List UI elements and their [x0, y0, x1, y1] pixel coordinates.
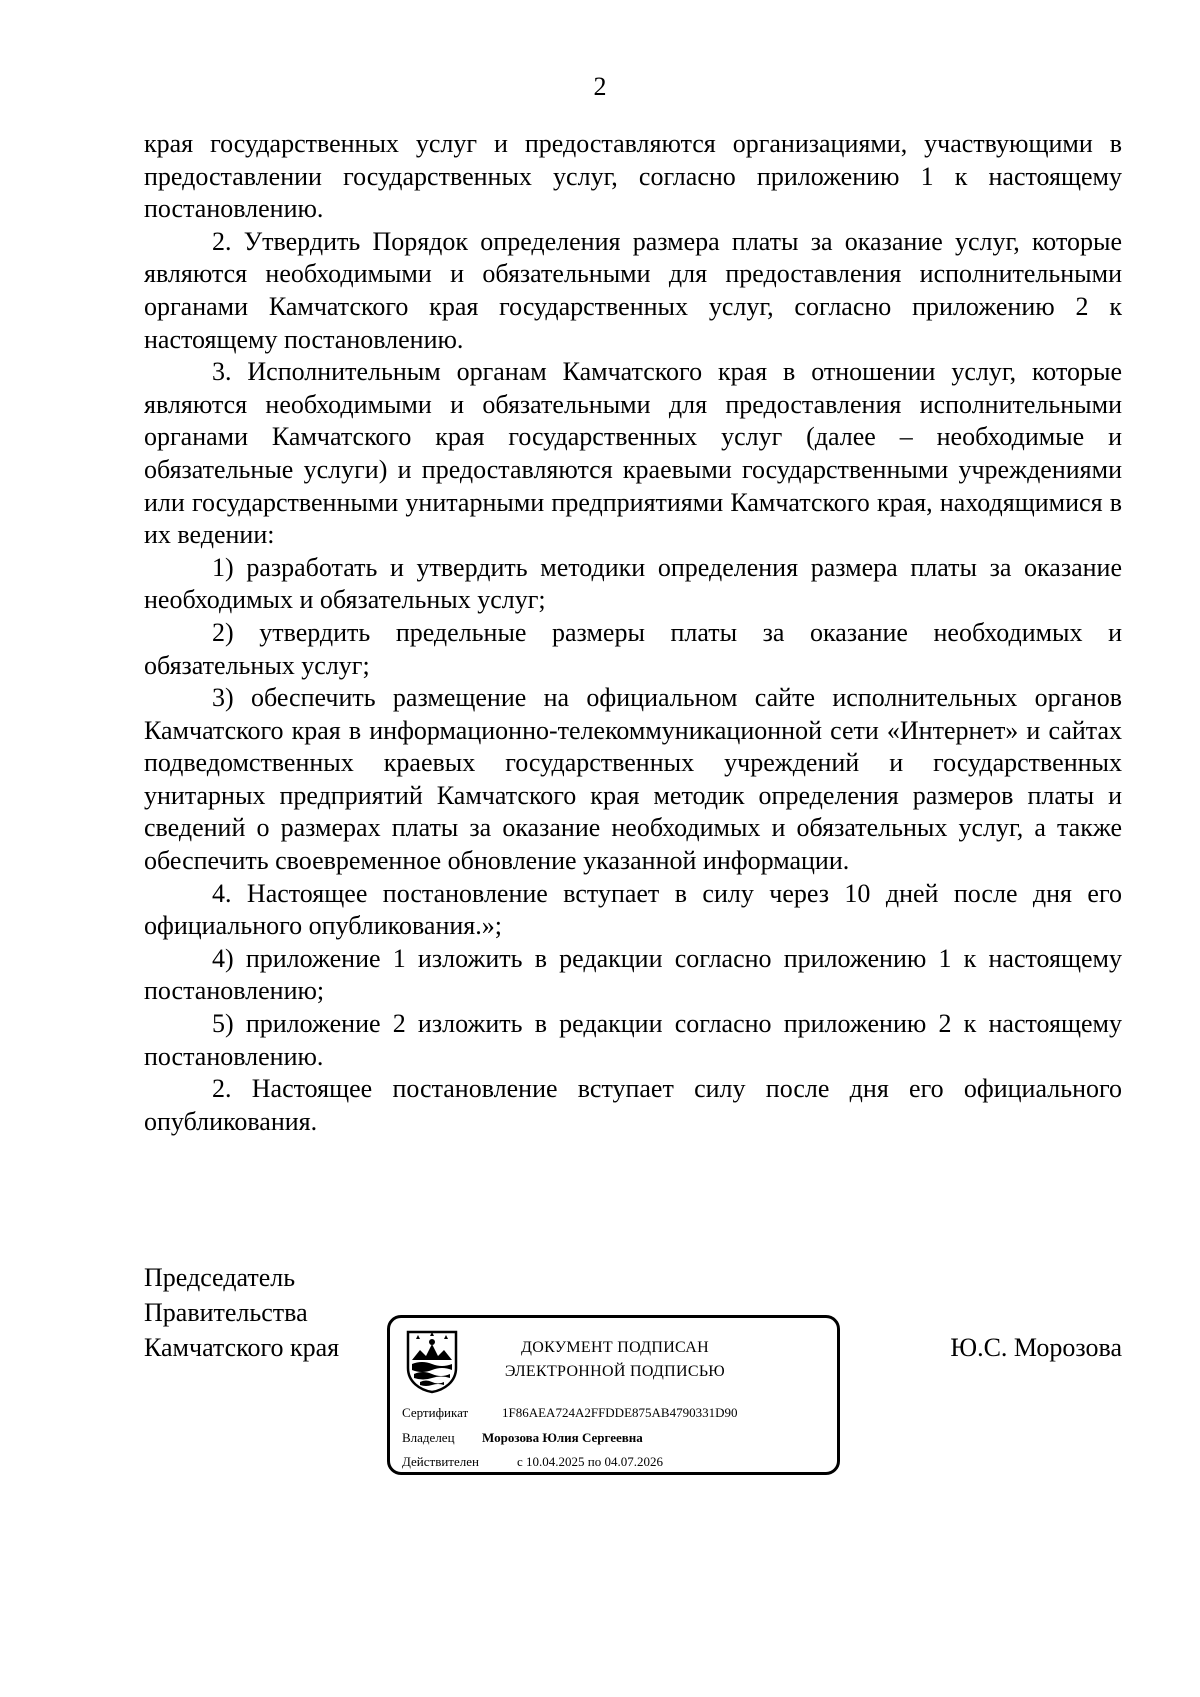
- paragraph-subitem-3: 3) обеспечить размещение на официальном сайте исполнительных органов Камчатского края в информационно-телекоммуникационной сети «Интернет» и сайтах подведомственных краевых государственных учреждений и государственных унитарных предприятий Камчатского края методик определения размеров платы и сведений о размерах платы за оказание необходимых и обязательных услуг, а также обеспечить своевременное обновление указанной информации.: [144, 683, 1122, 876]
- paragraph-amendment-4: 4) приложение 1 изложить в редакции согласно приложению 1 к настоящему постановлению;: [144, 943, 1122, 1006]
- certificate-label: Сертификат: [402, 1405, 469, 1420]
- paragraph-subitem-1: 1) разработать и утвердить методики определения размера платы за оказание необходимых и обязательных услуг;: [144, 552, 1122, 615]
- stamp-certificate-row: [402, 1405, 737, 1421]
- validity-value: с 10.04.2025 по 04.07.2026: [517, 1454, 663, 1469]
- paragraph-item-2: 2. Утвердить Порядок определения размера платы за оказание услуг, которые являются необходимыми и обязательными для предоставления исполнительными органами Камчатского края государственных услуг, согласно приложению 2 к настоящему постановлению.: [144, 226, 1122, 354]
- document-body: [144, 128, 1122, 1138]
- electronic-signature-stamp: [387, 1315, 840, 1475]
- paragraph-item-4: 4. Настоящее постановление вступает в силу через 10 дней после дня его официального опубликования.»;: [144, 878, 1122, 941]
- stamp-title-line: ДОКУМЕНТ ПОДПИСАН: [521, 1339, 709, 1356]
- validity-label: Действителен: [402, 1454, 479, 1469]
- paragraph-subitem-2: 2) утвердить предельные размеры платы за оказание необходимых и обязательных услуг;: [144, 617, 1122, 680]
- position-line: Камчатского края: [144, 1333, 340, 1362]
- stamp-validity-row: [402, 1454, 663, 1470]
- position-line: Председатель: [144, 1263, 296, 1292]
- signatory-position: [144, 1260, 339, 1365]
- stamp-title: [480, 1336, 750, 1384]
- page-number: 2: [593, 72, 607, 101]
- paragraph-item-3: 3. Исполнительным органам Камчатского края в отношении услуг, которые являются необходимыми и обязательными для предоставления исполнительными органами Камчатского края государственных услуг (далее – необходимые и обязательные услуги) и предоставляются краевыми государственными учреждениями или государственными унитарными предприятиями Камчатского края, находящимися в их ведении:: [144, 357, 1122, 550]
- paragraph-amendment-5: 5) приложение 2 изложить в редакции согласно приложению 2 к настоящему постановлению.: [144, 1009, 1122, 1071]
- signer-name: Ю.С. Морозова: [950, 1333, 1122, 1362]
- stamp-title-line: ЭЛЕКТРОННОЙ ПОДПИСЬЮ: [504, 1363, 726, 1380]
- owner-label: Владелец: [402, 1430, 455, 1445]
- stamp-owner-row: [402, 1430, 643, 1446]
- position-line: Правительства: [144, 1298, 308, 1327]
- paragraph-final-clause: 2. Настоящее постановление вступает силу после дня его официального опубликования.: [144, 1074, 1122, 1136]
- certificate-value: 1F86AEA724A2FFDDE875AB4790331D90: [502, 1405, 738, 1420]
- kamchatka-coat-of-arms-icon: [404, 1328, 460, 1394]
- owner-value: Морозова Юлия Сергеевна: [482, 1430, 643, 1445]
- paragraph-continuation: края государственных услуг и предоставляются организациями, участвующими в предоставлении государственных услуг, согласно приложению 1 к настоящему постановлению.: [144, 129, 1122, 224]
